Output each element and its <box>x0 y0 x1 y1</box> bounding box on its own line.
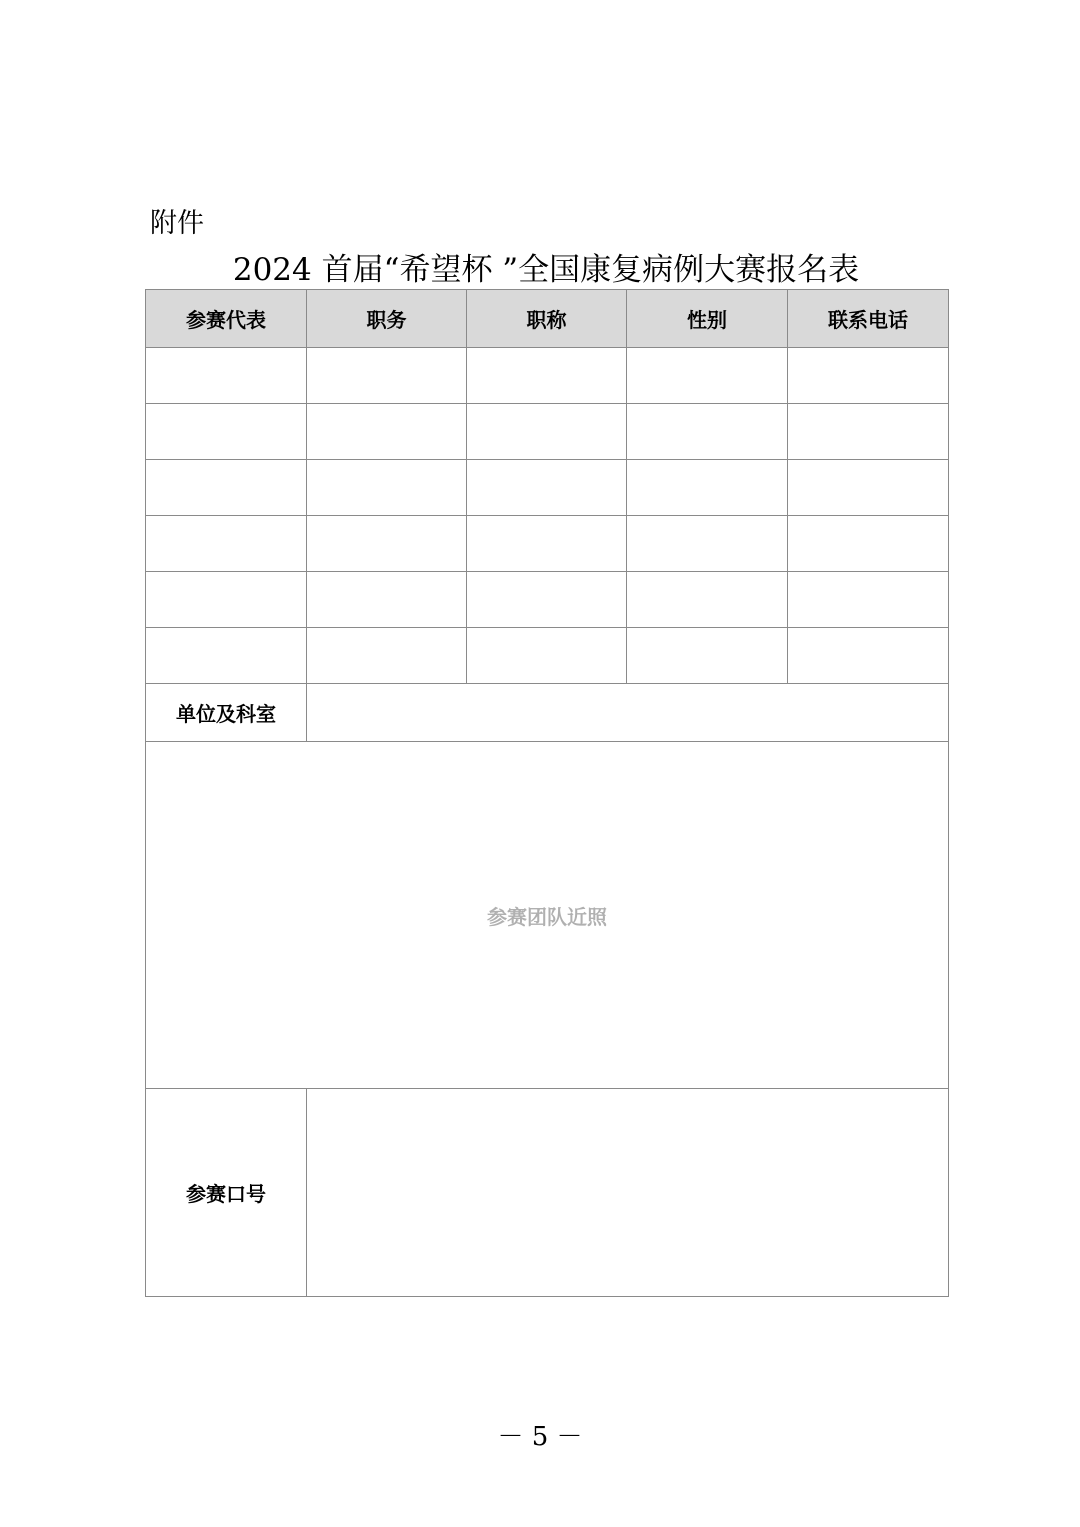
attachment-label: 附件 <box>150 208 204 239</box>
unit-department-field[interactable] <box>307 684 949 742</box>
cell-phone[interactable] <box>788 628 949 684</box>
cell-representative[interactable] <box>146 348 307 404</box>
table-row <box>146 404 949 460</box>
cell-position[interactable] <box>307 460 467 516</box>
cell-representative[interactable] <box>146 404 307 460</box>
table-row <box>146 572 949 628</box>
header-phone: 联系电话 <box>788 290 949 348</box>
slogan-row <box>146 1089 949 1297</box>
cell-representative[interactable] <box>146 572 307 628</box>
unit-department-label: 单位及科室 <box>146 684 307 742</box>
cell-gender[interactable] <box>627 404 788 460</box>
cell-position[interactable] <box>307 348 467 404</box>
cell-phone[interactable] <box>788 404 949 460</box>
team-photo-row <box>146 742 949 1089</box>
cell-title[interactable] <box>467 628 627 684</box>
cell-gender[interactable] <box>627 348 788 404</box>
slogan-field[interactable] <box>307 1089 949 1297</box>
cell-title[interactable] <box>467 516 627 572</box>
table-row <box>146 460 949 516</box>
header-representative: 参赛代表 <box>146 290 307 348</box>
cell-phone[interactable] <box>788 348 949 404</box>
table-row <box>146 348 949 404</box>
cell-phone[interactable] <box>788 516 949 572</box>
cell-gender[interactable] <box>627 516 788 572</box>
cell-position[interactable] <box>307 404 467 460</box>
cell-representative[interactable] <box>146 516 307 572</box>
cell-representative[interactable] <box>146 628 307 684</box>
cell-position[interactable] <box>307 572 467 628</box>
document-title: 2024 首届“希望杯 ”全国康复病例大赛报名表 <box>232 252 860 288</box>
page-number: － 5 － <box>497 1422 583 1452</box>
cell-title[interactable] <box>467 404 627 460</box>
team-photo-placeholder[interactable]: 参赛团队近照 <box>146 742 949 1089</box>
header-title: 职称 <box>467 290 627 348</box>
cell-position[interactable] <box>307 628 467 684</box>
slogan-label: 参赛口号 <box>146 1089 307 1297</box>
cell-title[interactable] <box>467 460 627 516</box>
header-position: 职务 <box>307 290 467 348</box>
cell-gender[interactable] <box>627 628 788 684</box>
cell-phone[interactable] <box>788 572 949 628</box>
registration-form-table <box>145 289 949 1297</box>
cell-gender[interactable] <box>627 572 788 628</box>
header-gender: 性别 <box>627 290 788 348</box>
table-row <box>146 516 949 572</box>
table-row <box>146 628 949 684</box>
cell-gender[interactable] <box>627 460 788 516</box>
cell-title[interactable] <box>467 348 627 404</box>
unit-department-row <box>146 684 949 742</box>
cell-phone[interactable] <box>788 460 949 516</box>
cell-title[interactable] <box>467 572 627 628</box>
cell-position[interactable] <box>307 516 467 572</box>
cell-representative[interactable] <box>146 460 307 516</box>
header-row <box>146 290 949 348</box>
